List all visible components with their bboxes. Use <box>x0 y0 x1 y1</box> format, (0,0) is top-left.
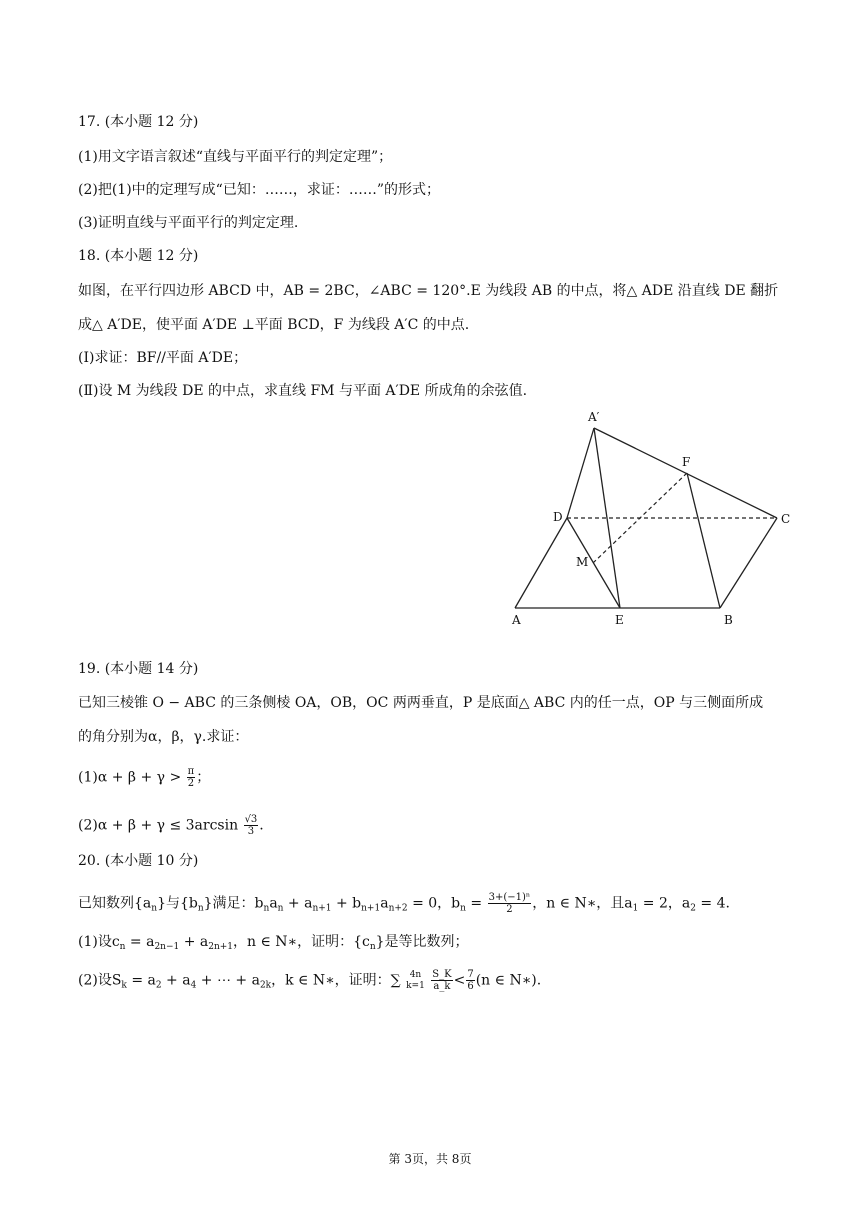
q20-bn-den: 2 <box>506 904 513 915</box>
q19-part2-fraction <box>244 814 259 837</box>
q20-line1 <box>78 892 730 918</box>
q20-t: 2k <box>259 980 272 991</box>
q19-line2: 的角分别为α，β，γ.求证： <box>78 729 249 745</box>
q20-sum-limits <box>406 970 425 992</box>
q20-t: + a <box>179 934 209 950</box>
q20-t: }是等比数列； <box>375 934 469 950</box>
edge-AD <box>515 518 567 608</box>
edge-BC <box>720 518 777 608</box>
q20-part1 <box>78 933 469 956</box>
q20-t: a <box>380 895 389 912</box>
edge-A1C <box>594 428 777 518</box>
q18-part1: (Ⅰ)求证：BF//平面 A′DE； <box>78 350 248 366</box>
q20-t: (n ∈ N∗). <box>475 972 542 989</box>
q20-t: 1 <box>632 903 639 914</box>
q20-t: 已知数列{a <box>78 895 152 912</box>
q20-bn-fraction <box>488 892 532 915</box>
q17-heading: 17. (本小题 12 分) <box>78 114 199 130</box>
q20-t: 4 <box>190 980 197 991</box>
q20-bound-den: 6 <box>467 981 474 992</box>
q19-part1-fraction <box>187 766 196 789</box>
q20-t: = 4. <box>695 895 730 912</box>
label-D: D <box>553 510 563 524</box>
q20-t: n <box>263 903 270 914</box>
label-A1: A′ <box>588 410 600 424</box>
q18-heading: 18. (本小题 12 分) <box>78 248 199 264</box>
q19-part2-text: (2)α + β + γ ≤ 3arcsin <box>78 817 239 834</box>
q19-part2-num: √3 <box>244 814 258 825</box>
q20-t: 2n+1 <box>208 942 234 952</box>
q20-sum-lower: k=1 <box>406 980 425 991</box>
q20-t: = a <box>125 934 155 950</box>
q17-part2: (2)把(1)中的定理写成“已知：……，求证：……”的形式； <box>78 182 440 198</box>
q20-t: 2 <box>155 980 162 991</box>
label-C: C <box>781 512 791 526</box>
q20-t: + a <box>161 972 191 989</box>
q20-sum-num: S_K <box>432 969 452 980</box>
q20-t: n+1 <box>312 903 332 914</box>
q20-t: 2 <box>690 903 696 914</box>
q20-t: ，n ∈ N∗，证明：{c <box>233 934 370 950</box>
q20-t: n <box>197 903 204 914</box>
q20-t: k <box>121 980 127 991</box>
q17-part1: (1)用文字语言叙述“直线与平面平行的判定定理”； <box>78 149 393 165</box>
q20-sum-upper: 4n <box>409 969 422 980</box>
q20-t: n <box>151 903 158 914</box>
geometry-figure <box>505 408 805 633</box>
q20-t: = 2，a <box>638 895 691 912</box>
q20-t: n+2 <box>388 903 408 914</box>
q19-line1: 已知三棱锥 O − ABC 的三条侧棱 OA，OB，OC 两两垂直，P 是底面△ ABC 内的任一点，OP 与三侧面所成 <box>78 695 764 711</box>
q20-t: ，k ∈ N∗，证明：∑ <box>271 972 401 989</box>
q20-t: n <box>119 942 126 952</box>
q20-t: n <box>277 903 284 914</box>
label-B: B <box>724 613 733 627</box>
q19-part1-num: π <box>187 766 195 777</box>
q20-bn-num: 3+(−1)ⁿ <box>488 892 531 903</box>
label-F: F <box>682 455 691 469</box>
q19-part2 <box>78 814 264 837</box>
q20-part2 <box>78 969 541 995</box>
q20-t: = <box>465 895 483 912</box>
q19-part2-suffix: . <box>259 817 264 834</box>
q20-t: + b <box>331 895 362 912</box>
q20-sum-fraction <box>431 969 452 992</box>
q20-bound-num: 7 <box>467 969 474 980</box>
q20-t: n <box>460 903 466 914</box>
q19-part1-den: 2 <box>187 778 195 789</box>
q20-bound-fraction <box>466 969 474 992</box>
q20-t: = a <box>126 972 156 989</box>
label-A: A <box>512 613 521 627</box>
edge-FB <box>687 473 720 608</box>
q19-part1 <box>78 766 210 789</box>
q20-t: }满足：b <box>203 895 264 912</box>
q20-t: n+1 <box>361 903 381 914</box>
label-E: E <box>615 613 624 627</box>
label-M: M <box>576 555 589 569</box>
q20-t: n <box>369 942 376 952</box>
q20-sum-den: a_k <box>433 981 451 992</box>
q17-part3: (3)证明直线与平面平行的判定定理. <box>78 215 299 231</box>
q19-heading: 19. (本小题 14 分) <box>78 661 199 677</box>
q20-t: 2n−1 <box>154 942 180 952</box>
q20-t: ，n ∈ N∗，且a <box>532 895 633 912</box>
q20-t: a <box>269 895 278 912</box>
page-footer: 第 3页，共 8页 <box>388 1152 472 1166</box>
q20-t: (2)设S <box>78 972 122 989</box>
q20-t: + a <box>283 895 313 912</box>
q19-part1-text: (1)α + β + γ > <box>78 769 182 786</box>
edge-DA1 <box>567 428 594 518</box>
q19-part2-den: 3 <box>247 826 255 837</box>
q20-heading: 20. (本小题 10 分) <box>78 853 199 869</box>
q20-t: }与{b <box>157 895 198 912</box>
q20-t: < <box>453 972 466 989</box>
q18-line2: 成△ A′DE，使平面 A′DE ⊥平面 BCD，F 为线段 A′C 的中点. <box>78 317 470 333</box>
q18-part2: (Ⅱ)设 M 为线段 DE 的中点，求直线 FM 与平面 A′DE 所成角的余弦值. <box>78 383 528 399</box>
q20-t: + ⋯ + a <box>196 972 260 989</box>
q20-t: = 0，b <box>407 895 461 912</box>
q20-t: (1)设c <box>78 934 120 950</box>
q19-part1-suffix: ； <box>196 769 211 786</box>
q18-line1: 如图，在平行四边形 ABCD 中，AB = 2BC，∠ABC = 120°.E 为线段 AB 的中点，将△ ADE 沿直线 DE 翻折 <box>78 283 779 299</box>
